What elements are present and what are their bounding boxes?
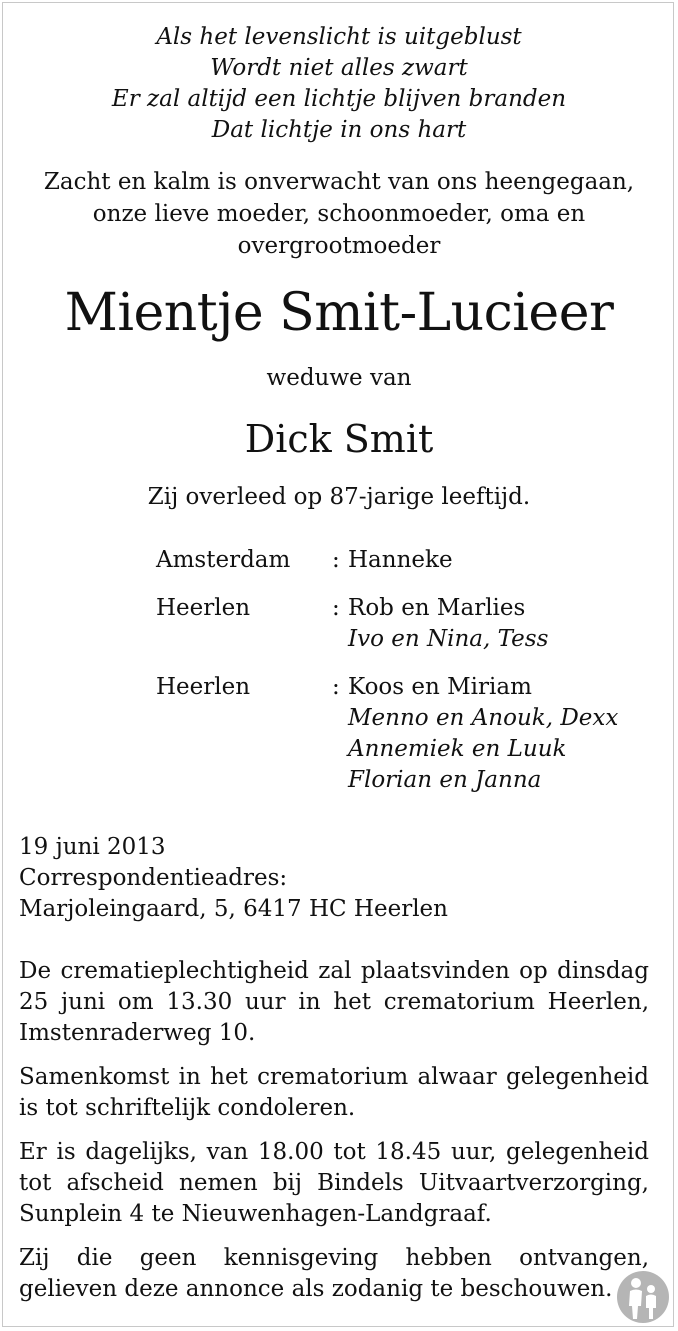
- family-colon: :: [332, 595, 340, 621]
- poem: [0, 22, 678, 146]
- family-place: Heerlen: [156, 595, 251, 621]
- family-colon: :: [332, 674, 340, 700]
- family-main-names: Koos en Miriam: [348, 674, 532, 700]
- family-row: [156, 672, 618, 796]
- correspondence-address: Marjoleingaard, 5, 6417 HC Heerlen: [19, 896, 448, 922]
- family-grandchildren: Ivo en Nina, Tess: [348, 626, 549, 652]
- intro-line: Zacht en kalm is onverwacht van ons heengegaan,: [43, 169, 635, 195]
- family-place: Heerlen: [156, 674, 251, 700]
- contact-block: [19, 832, 448, 925]
- poem-line: Wordt niet alles zwart: [210, 55, 468, 81]
- family-list: [156, 545, 618, 813]
- correspondence-label: Correspondentieadres:: [19, 865, 288, 891]
- family-grandchildren: Florian en Janna: [348, 767, 542, 793]
- family-names: [348, 545, 618, 576]
- family-colon: :: [332, 547, 340, 573]
- memorial-figures-logo-icon: [616, 1270, 670, 1324]
- notice-paragraph: Zij die geen kennisgeving hebben ontvangen, gelieven deze annonce als zodanig te beschouwen.: [19, 1245, 649, 1302]
- cremation-paragraph: De crematieplechtigheid zal plaatsvinden op dinsdag 25 juni om 13.30 uur in het crematorium Heerlen, Imstenraderweg 10.: [19, 958, 649, 1046]
- farewell-paragraph: Er is dagelijks, van 18.00 tot 18.45 uur, gelegenheid tot afscheid nemen bij Bindels Uitvaartverzorging, Sunplein 4 te Nieuwenhagen-Landgraaf.: [19, 1139, 649, 1227]
- announcement-date: 19 juni 2013: [19, 834, 166, 860]
- family-names: [348, 593, 618, 655]
- family-names: [348, 672, 618, 796]
- family-row: [156, 545, 618, 576]
- poem-line: Dat lichtje in ons hart: [211, 117, 467, 143]
- age-statement: Zij overleed op 87-jarige leeftijd.: [147, 484, 531, 510]
- family-grandchildren: Annemiek en Luuk: [348, 736, 567, 762]
- intro-line: overgrootmoeder: [237, 233, 441, 259]
- service-details: [19, 956, 649, 1318]
- gathering-paragraph: Samenkomst in het crematorium alwaar gelegenheid is tot schriftelijk condoleren.: [19, 1064, 649, 1121]
- spouse-name: Dick Smit: [244, 417, 434, 461]
- intro-line: onze lieve moeder, schoonmoeder, oma en: [92, 201, 586, 227]
- poem-line: Er zal altijd een lichtje blijven branden: [111, 86, 567, 112]
- intro-text: [0, 166, 678, 262]
- family-row: [156, 593, 618, 655]
- family-main-names: Rob en Marlies: [348, 595, 526, 621]
- family-grandchildren: Menno en Anouk, Dexx: [348, 705, 619, 731]
- widow-label: weduwe van: [266, 365, 412, 391]
- family-main-names: Hanneke: [348, 547, 453, 573]
- deceased-name: Mientje Smit-Lucieer: [64, 283, 614, 343]
- family-place: Amsterdam: [156, 547, 291, 573]
- poem-line: Als het levenslicht is uitgeblust: [156, 24, 522, 50]
